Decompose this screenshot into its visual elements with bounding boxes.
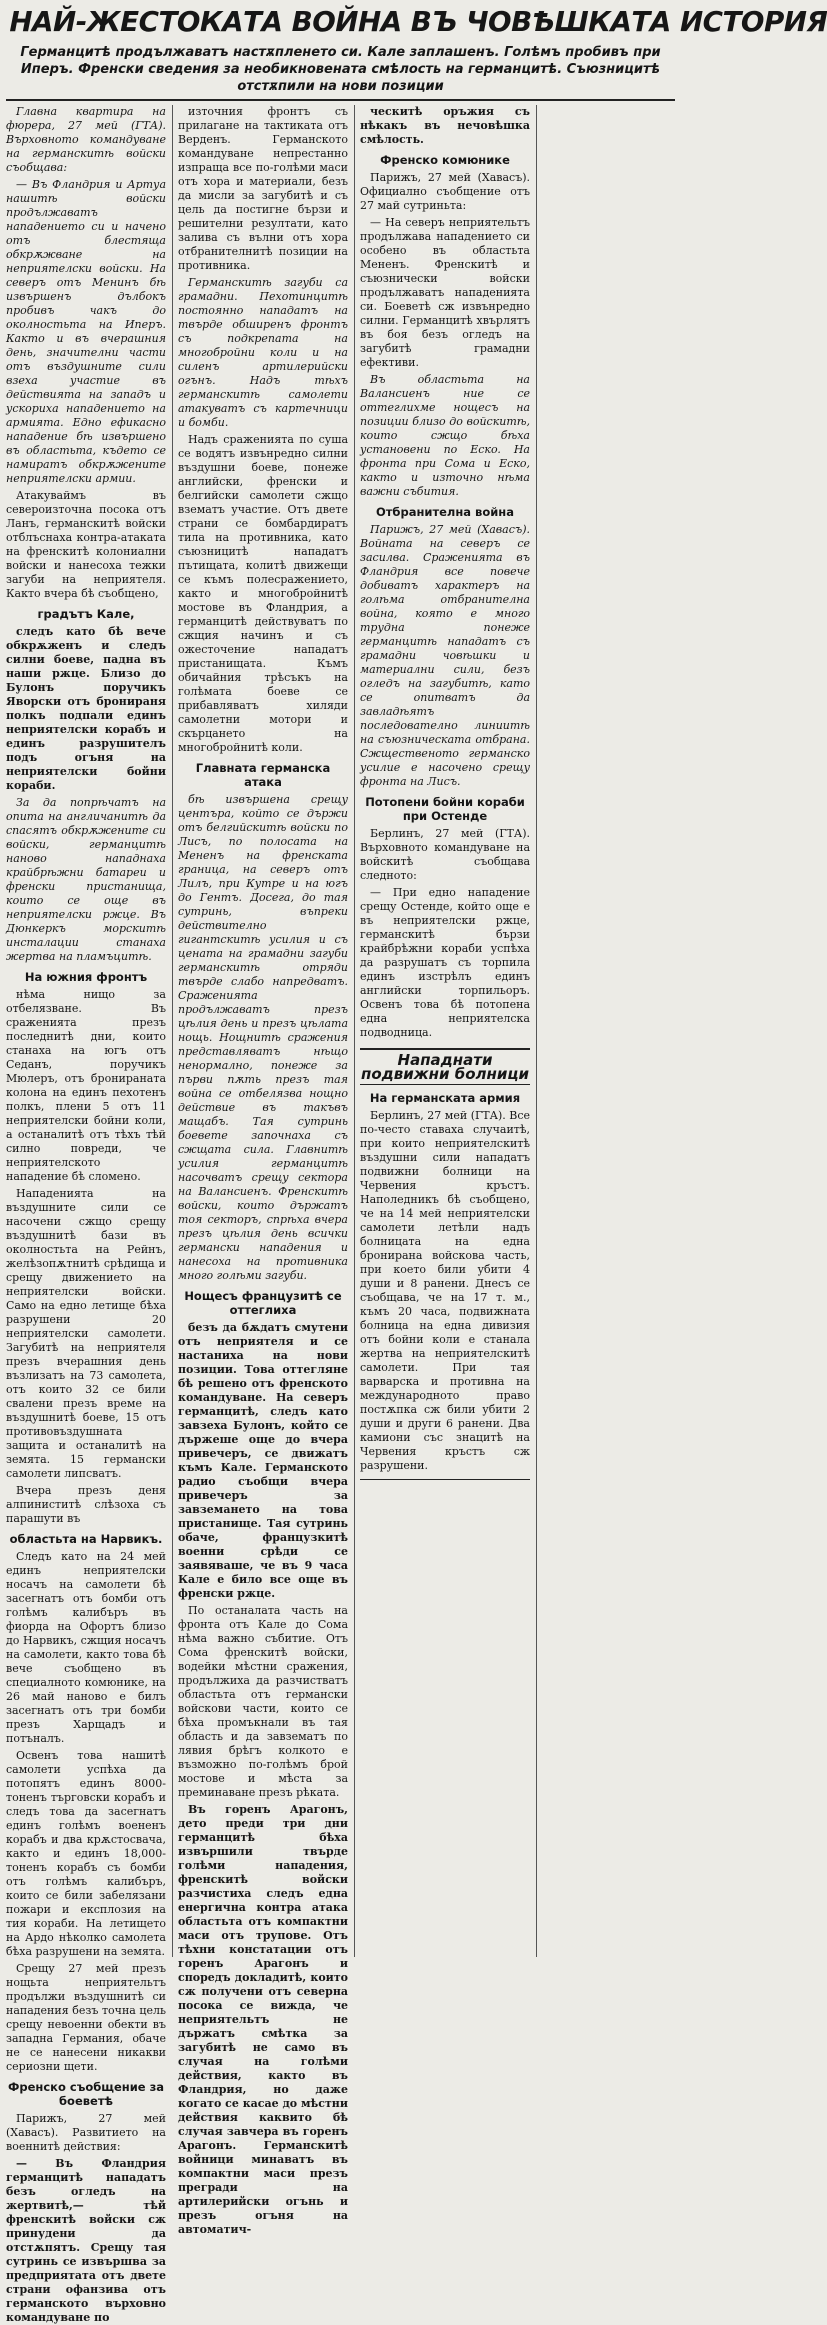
- paragraph: Парижъ, 27 мей (Хавасъ). Официално съобщение отъ 27 май сутриньта:: [360, 171, 530, 212]
- paragraph: Атакуваймъ въ североизточна посока отъ Ланъ, германскитѣ войски отблъснаха контра-атаката на френскитѣ колониални войски и нанесоха тежки загуби на неприятеля. Както вчера бѣ съобщено,: [6, 489, 166, 600]
- paragraph: Германскитѣ загуби са грамадни. Пехотинцитѣ постоянно нападатъ на твърде обширенъ фронтъ съ подкрепата на многобройни коли и на силенъ артилерийски огънъ. Надъ тѣхъ германскитѣ самолети атакуватъ съ картечници и бомби.: [178, 276, 348, 429]
- column-divider: [172, 105, 173, 1957]
- paragraph: източния фронтъ съ прилагане на тактиката отъ Верденъ. Германското командуване непрестанно изпраща все по-голѣми маси отъ хора и материали, безъ да мисли за загубитѣ и съ цель да постигне бързи и решителни резултати, като залива съ вълни отъ хора отбранителнитѣ позиции на противника.: [178, 105, 348, 272]
- headline: НАЙ-ЖЕСТОКАТА ВОЙНА ВЪ ЧОВѢШКАТА ИСТОРИЯ: [9, 5, 827, 38]
- column-1: [6, 105, 166, 2324]
- section-heading: Отбранителна война: [375, 505, 514, 519]
- paragraph: Надъ сраженията по суша се водятъ извънредно силни въздушни боеве, понеже английски, френски и белгийски самолети сжщо взематъ участие. Отъ двете страни се бомбардиратъ тила на противника, като съюзницитѣ нападатъ пътищата, колитѣ движещи се къмъ полесражението, както и многобройнитѣ мостове въ Фландрия, а германцитѣ действуватъ по сжщия начинъ и съ ожесточение нападатъ пристанищата. Къмъ обичайния трѣсъкъ на голѣмата боеве се прибавляватъ хиляди самолетни мотори и скърцането на многобройнитѣ коли.: [178, 433, 348, 754]
- paragraph: Освенъ това нашитѣ самолети успѣха да потопятъ единъ 8000-тоненъ търговски корабъ и следъ това да засегнатъ единъ голѣмъ воененъ корабъ и два крѫстосвача, както и единъ 18,000-тоненъ корабъ съ бомби отъ голѣмъ калибъръ, които се били забелязани пожари и експлозия на тия кораби. На летището на Ардо нѣколко самолета бѣха разрушени на земята.: [6, 1749, 166, 1958]
- box-headline: Нападнати подвижни болници: [360, 1048, 530, 1085]
- section-heading: областьта на Нарвикъ.: [9, 1532, 163, 1546]
- paragraph: Главна квартира на фюрера, 27 мей (ГТА). Върховното командуване на германскитѣ войски съобщава:: [6, 105, 166, 174]
- section-heading: Френско съобщение за боеветѣ: [7, 2080, 165, 2108]
- article-end-rule: [360, 1479, 530, 1480]
- paragraph: — На северъ неприятельтъ продължава нападението си особено въ областьта Мененъ. Френскитѣ и съюзнически войски продължаватъ нападенията си. Боеветѣ сж извънредно силни. Германцитѣ хвърлятъ въ боя безъ огледъ на загубитѣ грамадни ефективи.: [360, 216, 530, 369]
- section-heading: Потопени бойни кораби при Остенде: [365, 795, 525, 823]
- article-columns: [6, 101, 675, 2324]
- paragraph: Парижъ, 27 мей (Хавасъ). Развитието на военнитѣ действия:: [6, 2112, 166, 2153]
- column-divider: [354, 105, 355, 1957]
- paragraph: бѣ извършена срещу центъра, който се държи отъ белгийскитѣ войски по Лисъ, по полосата на Мененъ на френската граница, на северъ отъ Лилъ, при Кутре и на югъ до Гентъ. Досега, до тая сутринь, въпреки действително гигантскитѣ усилия и съ цената на грамадни загуби германскитѣ отряди твърде слабо напредватъ. Сраженията продължаватъ презъ цѣлия день и презъ цѣлата нощь. Нощнитѣ сражения представляватъ нѣщо ненормално, понеже за първи пѫть презъ тая война се отбелязва нощно действие въ такъвъ мащабъ. Тая сутринь боевете започнаха съ сжщата сила. Главнитѣ усилия германцитѣ насочватъ срещу сектора на Валансиенъ. Френскитѣ войски, които държатъ тоя секторъ, спрѣха вчера презъ цѣлия день всички германски нападения и нанесоха на противника много голѣми загуби.: [178, 793, 348, 1282]
- paragraph: — Въ Фландрия и Артуа нашитѣ войски продължаватъ нападението си и начено отъ блестяща обкрѫжване на неприятелски войски. На северъ отъ Менинъ бѣ извършенъ дълбокъ пробивъ чакъ до околностьта на Иперъ. Както и въ вчерашния день, значителни части отъ въздушните сили взеха участие въ действията на западъ и ускориха нападението на армията. Едно ефикасно нападение бѣ извършено въ областьта, където се намиратъ обкрѫжените неприятелски армии.: [6, 178, 166, 485]
- column-divider: [536, 105, 537, 1957]
- paragraph: нѣма нищо за отбелязване. Въ сраженията презъ последнитѣ дни, които станаха на югъ отъ Седанъ, поручикъ Мюлеръ, отъ бронираната колона на единъ пехотенъ полкъ, плени 5 отъ 11 неприятелски бойни коли, а останалитѣ отъ тѣхъ тѣй силно повреди, че неприятелското нападение бѣ сломено.: [6, 988, 166, 1183]
- paragraph: Берлинъ, 27 мей (ГТА). Все по-често ставаха случаитѣ, при които неприятелскитѣ въздушни сили нападатъ подвижни болници на Червения кръстъ. Наполедникъ бѣ съобщено, че на 14 мей неприятелски самолети летѣли надъ болницата на една бронирана войскова часть, при което били убити 4 души и 8 ранени. Днесъ се съобщава, че на 17 т. м., къмъ 20 часа, подвижната болница на една дивизия отъ бойни коли е станала жертва на неприятелскитѣ самолети. При тая варварска и противна на международното право постѫпка сж били убити 2 души и други 6 ранени. Два камиони със знацитѣ на Червения кръстъ сж разрушени.: [360, 1109, 530, 1472]
- section-heading: Френско комюнике: [380, 153, 510, 167]
- paragraph: Въ горенъ Арагонъ, дето преди три дни германцитѣ бѣха извършили твърде голѣми нападения, френскитѣ войски разчистиха следъ една енергична контра атака областьта отъ компактни маси отъ трупове. Отъ тѣхни констатации отъ горенъ Арагонъ и споредъ докладитѣ, които сж получени отъ северна посока се вижда, че неприятельтъ не държатъ смѣтка за загубитѣ не само въ случая на голѣми действия, както въ Фландрия, но даже когато се касае до мѣстни действия каквито бѣ случая завчера въ горенъ Арагонъ. Германскитѣ войници минаватъ въ компактни маси презъ прегради на артилерийски огънь и презъ огъня на автоматич-: [178, 1803, 348, 2236]
- paragraph: — Въ Фландрия германцитѣ нападатъ безъ огледъ на жертвитѣ,— тѣй френскитѣ войски сж принудени да отстѫпятъ. Срещу тая сутринь се извършва за предприятата отъ двете страни офанзива отъ германското върховно командуване по: [6, 2157, 166, 2324]
- section-heading: На южния фронтъ: [24, 970, 148, 984]
- column-3: [360, 105, 530, 1957]
- paragraph: Следъ като на 24 мей единъ неприятелски носачъ на самолети бѣ засегнатъ отъ бомби отъ голѣмъ калибъръ въ фиорда на Офортъ близо до Нарвикъ, сжщия носачъ на самолети, както това бѣ вече съобщено въ специалното комюнике, на 26 май наново е билъ засегнатъ отъ три бомби презъ Харщадъ и потъналъ.: [6, 1550, 166, 1745]
- paragraph: Вчера презъ деня алпиниститѣ слѣзоха съ парашути въ: [6, 1484, 166, 1525]
- paragraph: За да попрѣчатъ на опита на англичанитѣ да спасятъ обкрѫжените си войски, германцитѣ наново нападнаха крайбрѣжни батареи и френски пристанища, които се още въ неприятелски ржце. Въ Дюнкеркъ морскитѣ инсталации станаха жертва на пламъцитѣ.: [6, 796, 166, 963]
- column-2: [178, 105, 348, 2236]
- paragraph: — При едно нападение срещу Остенде, който още е въ неприятелски ржце, германскитѣ бързи крайбрѣжни кораби успѣха да разрушатъ съ торпила единъ изстрѣлъ единъ английски торпильоръ. Освенъ това бѣ потопена една неприятелска подводница.: [360, 886, 530, 1039]
- paragraph: По останалата часть на фронта отъ Кале до Сома нѣма важно събитие. Отъ Сома френскитѣ войски, водейки мѣстни сражения, продължиха да разчистватъ областьта отъ германски войскови части, които се бѣха промъкнали въ тая область и да завзематъ по лявия брѣгъ колкото е възможно по-голѣмъ брой мостове и мѣста за преминаване презъ рѣката.: [178, 1604, 348, 1799]
- paragraph: Срещу 27 мей презъ нощьта неприятельтъ продължи въздушнитѣ си нападения безъ точна цель срещу невоенни обекти въ западна Германия, обаче не се нанесени никакви сериозни щети.: [6, 1962, 166, 2073]
- section-heading: На германската армия: [369, 1091, 521, 1105]
- paragraph: Парижъ, 27 мей (Хавасъ). Войната на северъ се засилва. Сраженията въ Фландрия все повече добиватъ характеръ на голѣма отбранителна война, която е много трудна понеже германцитѣ нападатъ съ грамадни човѣшки и материални сили, безъ огледъ на загубитѣ, като се опитватъ да завладѣятъ последователно линиитѣ на съюзническата отбрана. Сжщественото германско усилие е насочено срещу фронта на Лисъ.: [360, 523, 530, 788]
- section-heading: Главната германска атака: [195, 761, 331, 789]
- section-heading: градътъ Кале,: [37, 607, 135, 621]
- paragraph: безъ да бѫдатъ смутени отъ неприятеля и се настаниха на нови позиции. Това оттегляне бѣ решено отъ френското командуване. На северъ германцитѣ, следъ като завзеха Булонъ, който се държеше още до вчера привечеръ, се движатъ къмъ Кале. Германското радио съобщи вчера привечеръ за завземането на това пристанище. Тая сутринь обаче, французкитѣ военни срѣди се заявяваше, че въ 9 часа Кале е било все още въ френски ржце.: [178, 1321, 348, 1600]
- section-heading: Нощесъ французитѣ се оттеглиха: [184, 1289, 342, 1317]
- subheadline: Германцитѣ продължаватъ настѫпленето си. Кале заплашенъ. Голѣмъ пробивъ при Иперъ. Френски сведения за необикновената смѣлость на германцитѣ. Съюзницитѣ отстѫпили на нови позиции: [6, 42, 675, 101]
- paragraph: следъ като бѣ вече обкрѫженъ и следъ силни боеве, падна въ наши ржце. Близо до Булонъ поручикъ Яворски отъ бронираня полкъ подпали единъ неприятелски корабъ и единъ разрушителъ подъ огъня на неприятелски бойни кораби.: [6, 625, 166, 792]
- paragraph: ческитѣ оръжия съ нѣкакъ въ нечовѣшка смѣлость.: [360, 105, 530, 146]
- paragraph: Берлинъ, 27 мей (ГТА). Върховното командуване на войскитѣ съобщава следното:: [360, 827, 530, 882]
- paragraph: Нападенията на въздушните сили се насочени сжщо срещу въздушнитѣ бази въ околностьта на Рейнъ, желѣзопѫтнитѣ срѣдища и срещу движението на неприятелски войски. Само на едно летище бѣха разрушени 20 неприятелски самолети. Загубитѣ на неприятеля презъ вчерашния день възлизатъ на 73 самолета, отъ които 32 се били свалени презъ време на въздушнитѣ боеве, 15 отъ противовъздушната защита и останалитѣ на земята. 15 германски самолети липсватъ.: [6, 1187, 166, 1480]
- paragraph: Въ областьта на Валансиенъ ние се оттеглихме нощесъ на позиции близо до войскитѣ, които сжщо бѣха установени по Ескo. На фронта при Сома и Ескo, както и източно нѣма важни събития.: [360, 373, 530, 498]
